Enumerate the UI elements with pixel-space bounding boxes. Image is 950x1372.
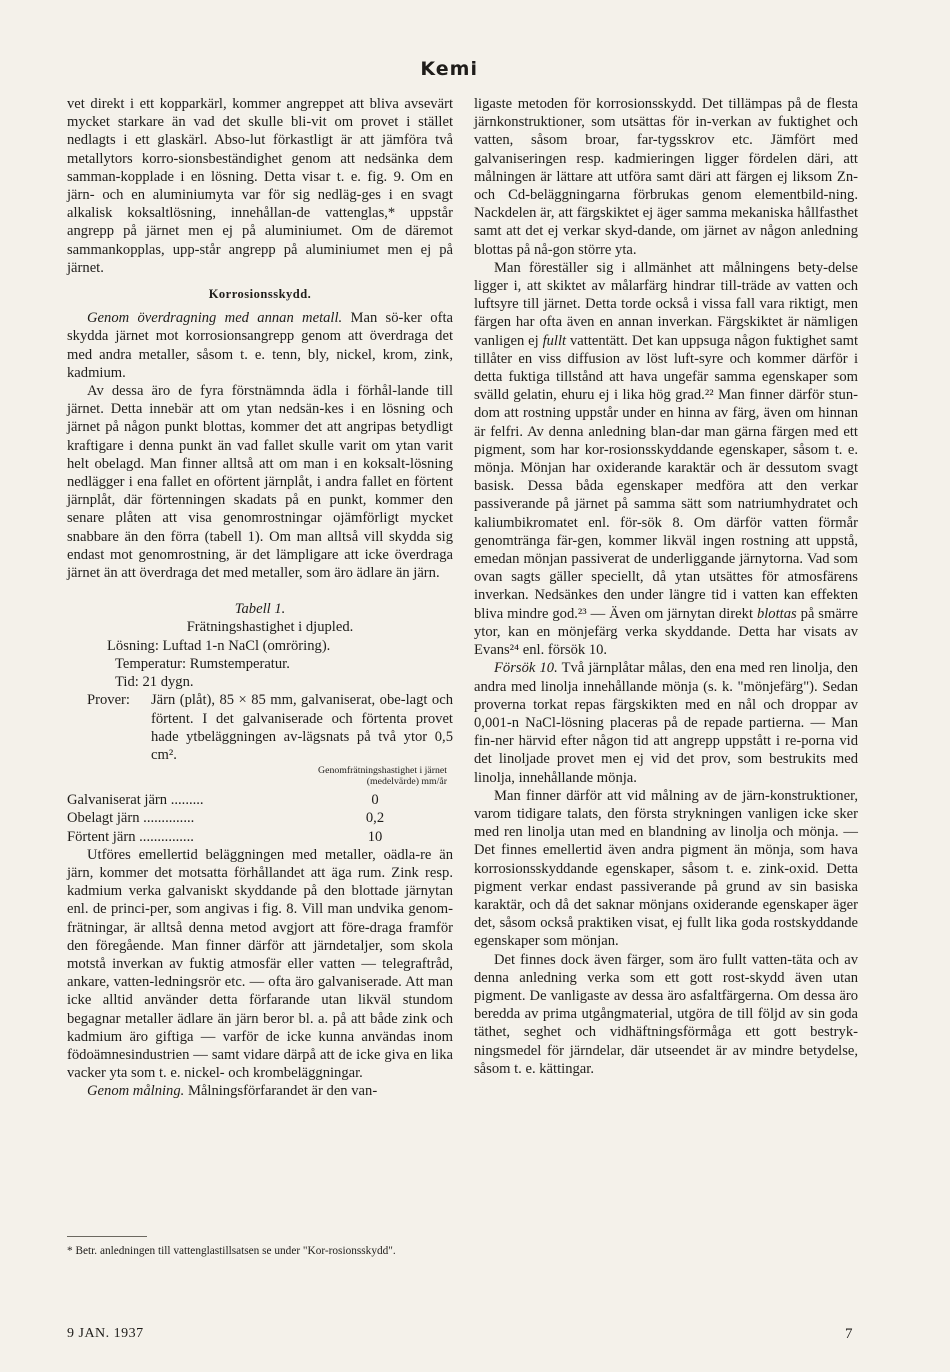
row-value: 0 — [371, 792, 379, 809]
left-column — [67, 95, 453, 1101]
samples-label: Prover: — [87, 692, 130, 709]
italic-lead: Försök 10. — [494, 660, 558, 677]
italic-word: fullt — [542, 332, 567, 349]
table-row — [67, 828, 453, 846]
paragraph-text: Man sö-ker ofta skydda järnet mot korrosionsangrepp genom att överdraga det med andra metaller, såsom t. e. tenn, bly, nickel, krom, zink, kadmium. — [67, 310, 453, 381]
footnote-rule — [67, 1236, 147, 1237]
row-value: 10 — [367, 828, 383, 845]
paragraph-text: vattentätt. Det kan uppsuga någon fuktighet samt tillåter en viss diffusion av löst luft-syre och kommer därför i detta fuktiga tillstånd att hava ungefär samma egenskaper som svälld gelatin, ehuru ej i lika hög grad.²² Man finner därför stun-dom att rostning uppstår under en hinna av färg, även om hinnan är felfri. Av denna anledning blan-dar man gärna färgen med ett pigment, som har kor-rosionsskyddande egenskaper, såsom t. e. mönja. Mönjan har oxiderande karaktär och är dessutom svagt basisk. Dessa båda egenskaper medföra att den verkar passiverande på järnet på samma sätt som natriumhydratet och kaliumbikromatet enl. för-sök 8. Om därför vatten förmår genomtränga fär-gen, kommer likväl ingen rostning att uppstå, emedan mönjan passiverat de underliggande järnytorna. Vad som ovan sagts gäller speciellt, då ytan utsättes för atmosfärens inverkan. Nedsänkes den under längre tid i vatten kan effekten bliva mindre god.²³ — Även om järnytan direkt — [474, 332, 858, 622]
table-condition-temperature: Temperatur: Rumstemperatur. — [115, 655, 290, 672]
row-label: Obelagt järn .............. — [67, 810, 195, 827]
table-row — [67, 809, 453, 827]
page-number: 7 — [845, 1326, 853, 1342]
paragraph — [67, 1082, 453, 1100]
running-header: Kemi — [420, 58, 478, 80]
table-condition-samples — [67, 691, 453, 764]
italic-word: blottas — [756, 605, 797, 622]
paragraph-text: på smärre ytor, kan en mönjefärg verka skyddande. Detta har visats av Evans²⁴ enl. försök 10. — [474, 605, 859, 659]
footer-date: 9 JAN. 1937 — [67, 1326, 144, 1341]
paragraph: Utföres emellertid beläggningen med metaller, oädla-re än järn, kommer det motsatta förhållandet att äga rum. Zink resp. kadmium verka galvaniskt skyddande på den blottade järnytan enl. de princi-per, som angivas i fig. 8. Vill man undvika genom-frätningar, är alltså denna metod avgjort att före-draga framför den föregående. Man finner därför att järndetaljer, som skola motstå inverkan av fuktig atmosfär eller vatten — telegraftråd, ankare, vatten-ledningsrör etc. — ofta äro galvaniserade. Att man icke alltid använder detta förfarande utan likväl stundom begagnar metaller ädlare än järn beror bl. a. på att både zink och kadmium äro giftiga — varför de icke kunna användas inom födoämnesindustrien — samt vidare därpå att de icke giva en lika vacker yta som t. e. nickel- och krombeläggningar. — [67, 846, 453, 1082]
paragraph-text: Målningsförfarandet är den van- — [184, 1083, 378, 1100]
row-value: 0,2 — [365, 810, 385, 827]
paragraph-text: Två järnplåtar målas, den ena med ren linolja, den andra med linolja innehållande mönja (s. k. "mönjefärg"). Sedan proverna torkat repas färgskikten med en nål och droppar av 0,001-n NaCl-lösning placeras på de repade partierna. — Man fin-ner härvid efter någon tid att angrepp uppstått i re-porna vid det linoljade provet men ej vid det prov, som bestrukits med linolja, innehållande mönja. — [474, 660, 858, 786]
paragraph: Man finner därför att vid målning av de järn-konstruktioner, varom tidigare talats, den första strykningen vanligen icke sker med ren linolja utan med en blandning av linolja och mönja. — Det finnes emellertid även andra pigment än mönja, som hava korrosionsskyddande egenskaper, såsom t. e. zink-oxid. Detta pigment verkar endast passiverande på grund av sin basiska karaktär, och då det saknar mönjans oxiderande egenskaper äger det, såsom också praktiken visat, ej fullt lika goda rostskyddande egenskaper som mönjan. — [474, 787, 858, 950]
table-column-header — [67, 766, 453, 787]
paragraph — [474, 659, 858, 786]
table-condition-time: Tid: 21 dygn. — [115, 674, 194, 691]
italic-lead: Genom målning. — [87, 1083, 185, 1100]
column-header-line: Genomfrätningshastighet i järnet — [318, 765, 447, 777]
footnote: * Betr. anledningen till vattenglastillsatsen se under "Kor-rosionsskydd". — [67, 1245, 396, 1257]
paragraph: Det finnes dock även färger, som äro fullt vatten-täta och av denna anledning verka som ett gott rost-skydd även utan pigment. De vanligaste av dessa äro asfaltfärgerna. Om dessa äro beredda av prima utgångmaterial, utgöra de till följd av sin goda täthet, seghet och vidhäftningsförmåga ett gott bestryk-ningsmedel för järndelar, där utseendet är av mindre betydelse, såsom t. e. kättingar. — [474, 951, 858, 1077]
table-subtitle: Frätningshastighet i djupled. — [186, 619, 354, 636]
column-header-line: (medelvärde) mm/år — [366, 775, 447, 787]
samples-value: Järn (plåt), 85 × 85 mm, galvaniserat, obe-lagt och förtent. I det galvaniserade och förtenta provet hade ytbeläggningen av-lägsnats på två ytor 0,5 cm². — [151, 692, 453, 763]
table-row — [67, 791, 453, 809]
paragraph — [67, 309, 453, 382]
table-title: Tabell 1. — [234, 601, 286, 618]
right-column — [474, 95, 858, 1078]
italic-lead: Genom överdragning med annan metall. — [87, 310, 343, 327]
paragraph: vet direkt i ett kopparkärl, kommer angreppet att bliva avsevärt mycket starkare än vad det skulle bli-vit om provet i stället nedlagts i ett glaskärl. Abso-lut förkastligt är att jämföra två metallytors korro-sionsbeständighet genom att nedsänka dem samman-kopplade i en lösning. Detta visar t. e. fig. 9. Om en järn- och en aluminiumyta var för sig nedläg-ges i en svagt alkalisk koksaltlösning, innehållan-de vattenglas,* uppstår angrepp på järnet men ej på aluminiumet. Om de däremot sammankopplas, upp-står angrepp på aluminiumet men ej på järnet. — [67, 96, 453, 276]
section-heading: Korrosionsskydd. — [208, 287, 312, 302]
paragraph: ligaste metoden för korrosionsskydd. Det tillämpas på de flesta järnkonstruktioner, som utsättas för in-verkan av fuktighet och vatten, såsom broar, far-tygsskrov etc. Jämfört med galvaniseringen resp. kadmieringen ligger fördelen däri, att målningen är lättare att utföra samt däri att färgen ej liksom Zn- och Cd-beläggningarna förbrukas genom elementbild-ning. Nackdelen är, att färgskiktet ej äger samma mekaniska hållfasthet samt att det ej verkar skyd-dande, om järnet av någon anledning blottas på nå-gon större yta. — [474, 96, 858, 258]
row-label: Galvaniserat järn ......... — [67, 792, 204, 809]
paragraph — [474, 259, 858, 659]
table-condition-solution: Lösning: Luftad 1-n NaCl (omröring). — [107, 637, 331, 654]
table-block — [67, 600, 453, 845]
paragraph: Av dessa äro de fyra förstnämnda ädla i förhål-lande till järnet. Detta innebär att om ytan nedsän-kes i en lösning och järnet på någon punkt blottas, kommer det att angripas betydligt kraftigare i denna punkt än vad fallet skulle varit om ytan varit helt obelagd. Man finner alltså att om man i en koksalt-lösning nedlägger i ena fallet en oförtent järnplåt, i andra fallet en förtent järnplåt, där förtenningen skadats på en punkt, kommer den senare plåten att visa genomrostningar ojämförligt mycket snabbare än den förra (tabell 1). Om man alltså vill skydda sig endast mot genomrostning, är det lämpligare att icke överdraga järnet än att överdraga det med metaller, som äro ädlare än järn. — [67, 383, 453, 582]
row-label: Förtent järn ............... — [67, 828, 194, 845]
paragraph-text: Man föreställer sig i allmänhet att målningens bety-delse ligger i, att skiktet av målarfärg hindrar till-träde av vatten och luftsyre till järnet. Detta torde också i vissa fall vara riktigt, men färgen har ofta även en annan inverkan. Färgskiktet är nämligen vanligen ej — [474, 259, 858, 349]
